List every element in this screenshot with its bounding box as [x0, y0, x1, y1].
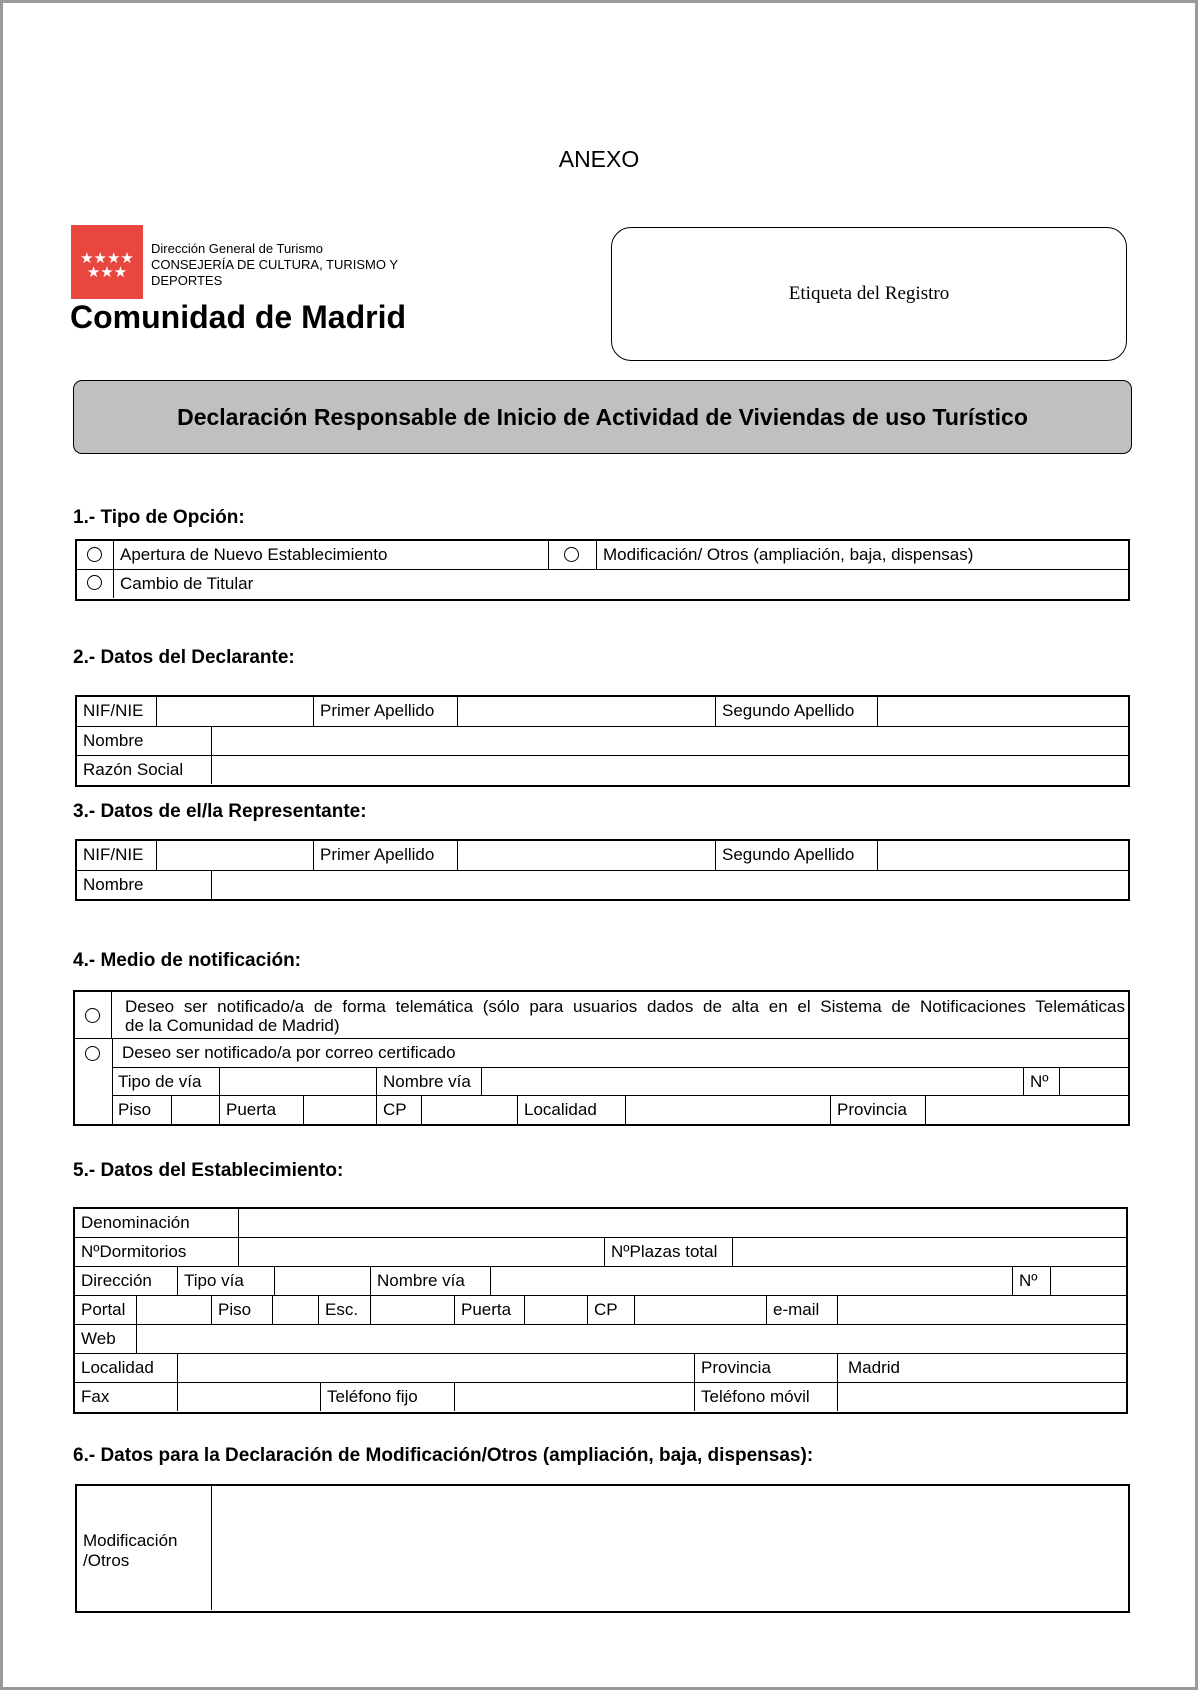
- label-cp: CP: [377, 1096, 422, 1124]
- logo-stars-bottom: ★★★: [86, 264, 128, 281]
- rep-segundo-apellido-field[interactable]: [878, 841, 1128, 870]
- radio-modificacion[interactable]: [564, 547, 579, 562]
- label-fax: Fax: [75, 1383, 178, 1411]
- option-row-2: [77, 570, 1128, 598]
- label-est-num: Nº: [1013, 1267, 1051, 1295]
- cp-field[interactable]: [422, 1096, 518, 1124]
- annex-title: ANEXO: [558, 146, 640, 172]
- dormitorios-field[interactable]: [239, 1238, 605, 1266]
- form-title: [73, 380, 1132, 454]
- puerta-field[interactable]: [304, 1096, 377, 1124]
- label-modificacion-otros: [83, 1531, 178, 1571]
- num-field[interactable]: [1060, 1068, 1130, 1095]
- label-telematic-line1: Deseo ser notificado/a de forma telemática (sólo para usuarios dados de alta en el Sistema de Notificaciones Telemáticas: [125, 997, 1125, 1016]
- radio-correo[interactable]: [85, 1046, 100, 1061]
- nombre-field[interactable]: [212, 727, 1127, 755]
- madrid-logo: [71, 225, 143, 299]
- declarant-row-2: [77, 727, 1128, 756]
- est-row-6: [75, 1354, 1126, 1383]
- representative-row-2: [77, 871, 1128, 899]
- label-num: Nº: [1024, 1068, 1060, 1095]
- registry-label-box: [611, 227, 1127, 361]
- tel-fijo-field[interactable]: [455, 1383, 695, 1411]
- est-provincia-field[interactable]: Madrid: [848, 1358, 900, 1377]
- label-est-nombre-via: Nombre vía: [371, 1267, 491, 1295]
- declarant-row-3: [77, 756, 1128, 784]
- label-email: e-mail: [767, 1296, 838, 1324]
- est-row-2: [75, 1238, 1126, 1267]
- declarant-row-1: [77, 697, 1128, 727]
- option-type-table: [75, 539, 1130, 601]
- label-rep-nif: NIF/NIE: [77, 841, 157, 870]
- est-row-3: [75, 1267, 1126, 1296]
- dept-line-3: DEPORTES: [151, 273, 223, 288]
- label-est-cp: CP: [588, 1296, 635, 1324]
- label-est-puerta: Puerta: [455, 1296, 525, 1324]
- label-localidad: Localidad: [518, 1096, 626, 1124]
- label-puerta: Puerta: [220, 1096, 304, 1124]
- piso-field[interactable]: [172, 1096, 220, 1124]
- section-5-heading: 5.- Datos del Establecimiento:: [73, 1160, 344, 1181]
- label-web: Web: [75, 1325, 137, 1353]
- label-tel-movil: Teléfono móvil: [695, 1383, 838, 1411]
- notification-row-telematic: [75, 992, 1128, 1039]
- tel-movil-field[interactable]: [838, 1383, 1125, 1411]
- modificacion-otros-field[interactable]: [212, 1486, 1128, 1610]
- est-localidad-field[interactable]: [178, 1354, 695, 1382]
- denominacion-field[interactable]: [239, 1209, 1125, 1237]
- label-segundo-apellido: Segundo Apellido: [716, 697, 878, 726]
- tipo-via-field[interactable]: [220, 1068, 377, 1095]
- notification-row-address: [112, 1068, 1128, 1096]
- label-est-localidad: Localidad: [75, 1354, 178, 1382]
- label-dormitorios: NºDormitorios: [75, 1238, 239, 1266]
- notification-table: [73, 990, 1130, 1126]
- localidad-field[interactable]: [626, 1096, 831, 1124]
- label-portal: Portal: [75, 1296, 137, 1324]
- est-piso-field[interactable]: [273, 1296, 319, 1324]
- representative-table: [75, 839, 1130, 901]
- representative-row-1: [77, 841, 1128, 871]
- section-4-heading: 4.- Medio de notificación:: [73, 950, 302, 971]
- label-modificacion-line2: /Otros: [83, 1551, 130, 1570]
- section-1-heading: 1.- Tipo de Opción:: [73, 507, 245, 528]
- label-est-provincia: Provincia: [695, 1354, 838, 1382]
- section-2-heading: 2.- Datos del Declarante:: [73, 647, 295, 668]
- form-title-text: Declaración Responsable de Inicio de Actividad de Viviendas de uso Turístico: [177, 403, 1028, 430]
- establishment-table: [73, 1207, 1128, 1414]
- label-nif: NIF/NIE: [77, 697, 157, 726]
- radio-telematic[interactable]: [85, 1008, 100, 1023]
- label-modificacion-line1: Modificación: [83, 1531, 178, 1550]
- segundo-apellido-field[interactable]: [878, 697, 1128, 726]
- label-rep-nombre: Nombre: [77, 871, 212, 899]
- label-tipo-via: Tipo de vía: [112, 1068, 220, 1095]
- radio-apertura[interactable]: [87, 547, 102, 562]
- label-nombre-via: Nombre vía: [377, 1068, 482, 1095]
- registry-label: Etiqueta del Registro: [788, 283, 950, 304]
- notification-row-correo: [112, 1039, 1128, 1068]
- label-telematic-line2: de la Comunidad de Madrid): [125, 1016, 340, 1035]
- dept-line-2: CONSEJERÍA DE CULTURA, TURISMO Y: [151, 257, 399, 272]
- logo-stars-top: ★★★★: [80, 250, 134, 267]
- section-3-heading: 3.- Datos de el/la Representante:: [73, 801, 367, 822]
- est-row-4: [75, 1296, 1126, 1325]
- label-rep-primer-apellido: Primer Apellido: [314, 841, 458, 870]
- label-nombre: Nombre: [77, 727, 212, 755]
- rep-nombre-field[interactable]: [212, 871, 1127, 899]
- est-nombre-via-field[interactable]: [491, 1267, 1013, 1295]
- est-tipo-via-field[interactable]: [275, 1267, 371, 1295]
- esc-field[interactable]: [371, 1296, 455, 1324]
- label-primer-apellido: Primer Apellido: [314, 697, 458, 726]
- label-modificacion: Modificación/ Otros (ampliación, baja, dispensas): [603, 545, 974, 564]
- label-denominacion: Denominación: [75, 1209, 239, 1237]
- razon-social-field[interactable]: [212, 756, 1127, 784]
- nombre-via-field[interactable]: [482, 1068, 1024, 1095]
- est-cp-field[interactable]: [635, 1296, 767, 1324]
- option-row-1: [77, 541, 1128, 570]
- plazas-field[interactable]: [733, 1238, 1125, 1266]
- est-puerta-field[interactable]: [525, 1296, 588, 1324]
- section-6-heading: 6.- Datos para la Declaración de Modificación/Otros (ampliación, baja, dispensas):: [73, 1445, 814, 1466]
- notification-row-location: [112, 1096, 1128, 1124]
- declarant-table: [75, 695, 1130, 787]
- est-num-field[interactable]: [1051, 1267, 1125, 1295]
- label-correo: Deseo ser notificado/a por correo certificado: [122, 1043, 456, 1062]
- nif-field[interactable]: [157, 697, 314, 726]
- label-rep-segundo-apellido: Segundo Apellido: [716, 841, 878, 870]
- dept-line-1: Dirección General de Turismo: [151, 241, 323, 256]
- label-esc: Esc.: [319, 1296, 371, 1324]
- primer-apellido-field[interactable]: [458, 697, 716, 726]
- est-row-5: [75, 1325, 1126, 1354]
- est-row-1: [75, 1209, 1126, 1238]
- provincia-field[interactable]: [926, 1096, 1130, 1124]
- label-plazas: NºPlazas total: [605, 1238, 733, 1266]
- label-cambio-titular: Cambio de Titular: [120, 574, 254, 593]
- radio-cambio-titular[interactable]: [87, 575, 102, 590]
- rep-nif-field[interactable]: [157, 841, 314, 870]
- department-text: [151, 241, 398, 289]
- label-piso: Piso: [112, 1096, 172, 1124]
- portal-field[interactable]: [137, 1296, 212, 1324]
- label-apertura: Apertura de Nuevo Establecimiento: [114, 541, 549, 569]
- label-razon-social: Razón Social: [77, 756, 212, 784]
- email-field[interactable]: [838, 1296, 1125, 1324]
- label-provincia: Provincia: [831, 1096, 926, 1124]
- label-direccion: Dirección: [75, 1267, 178, 1295]
- label-tel-fijo: Teléfono fijo: [321, 1383, 455, 1411]
- rep-primer-apellido-field[interactable]: [458, 841, 716, 870]
- web-field[interactable]: [137, 1325, 1125, 1353]
- label-est-piso: Piso: [212, 1296, 273, 1324]
- modification-table: [75, 1484, 1130, 1613]
- brand-name: Comunidad de Madrid: [70, 299, 406, 335]
- est-row-7: [75, 1383, 1126, 1411]
- modification-label-cell: [77, 1486, 212, 1610]
- fax-field[interactable]: [178, 1383, 321, 1411]
- label-est-tipo-via: Tipo vía: [178, 1267, 275, 1295]
